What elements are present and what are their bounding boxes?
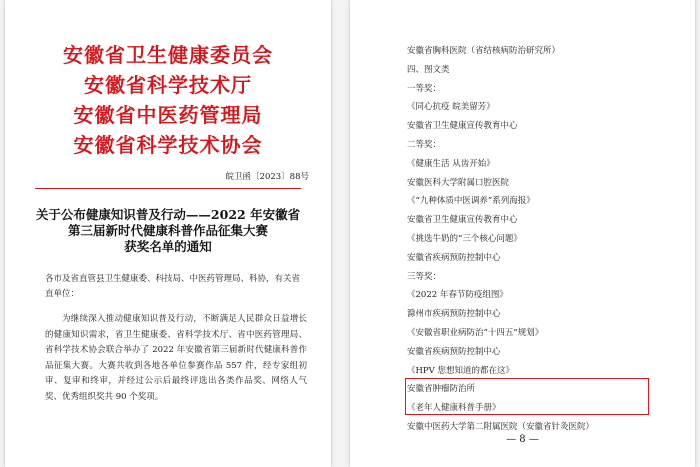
body-paragraph: 为继续深入推动健康知识普及行动，不断满足人民群众日益增长的健康知识需求，省卫生健康委、省科学技术厅、省中医药管理局、省科学技术协会联合举办了 2022 年安徽省第三届新时代健康科普作品征集大赛。大赛共收到各地各单位参赛作品 557 件，经专家组初审、复审和终审，并经过公示后最终评选出各类作品奖、网络人气奖、优秀组织奖共 90 个奖项。	[45, 314, 307, 402]
right-document-page	[350, 0, 695, 467]
work-title: 《同心抗疫 皖美留芳》	[407, 102, 495, 113]
award-level: 二等奖：	[407, 139, 442, 150]
left-document-page	[5, 0, 331, 467]
institution: 安徽省肿瘤防治所	[407, 384, 476, 395]
org-name-tcm-bureau: 安徽省中医药管理局	[73, 103, 263, 127]
award-level: 一等奖：	[407, 83, 442, 94]
institution: 安徽医科大学附属口腔医院	[407, 177, 510, 188]
award-level: 三等奖：	[407, 271, 442, 282]
institution: 安徽省疾病预防控制中心	[407, 346, 501, 357]
work-title: 《2022 年春节防疫组图》	[407, 290, 508, 301]
notice-title-line-3: 获奖名单的通知	[124, 239, 212, 254]
institution: 滁州市疾病预防控制中心	[407, 309, 501, 320]
highlighted-institution: 安徽中医药大学第二附属医院（安徽省针灸医院）	[407, 421, 595, 432]
notice-title-line-1: 关于公布健康知识普及行动——2022 年安徽省	[35, 207, 301, 222]
notice-title-line-2: 第三届新时代健康科普作品征集大赛	[67, 223, 268, 238]
work-title: 《安徽省职业病防治“十四五”规划》	[407, 327, 544, 338]
org-name-science-department: 安徽省科学技术厅	[84, 73, 252, 97]
addressee-text: 各市及省直管县卫生健康委、科技局、中医药管理局、科协，有关省直单位：	[45, 274, 301, 299]
work-title: 《“九种体质中医调养”系列海报》	[407, 196, 535, 207]
document-number: 皖卫函〔2023〕88号	[225, 172, 309, 182]
section-heading: 四、图文类	[407, 64, 450, 75]
highlighted-work-title: 《老年人健康科普手册》	[407, 403, 501, 414]
org-name-health-commission: 安徽省卫生健康委员会	[63, 43, 273, 67]
institution: 安徽省疾病预防控制中心	[407, 252, 501, 263]
red-divider-line	[35, 188, 301, 189]
work-title: 《健康生活 从齿开始》	[407, 158, 495, 169]
work-title: 《挑选牛奶的“三个核心问题》	[407, 233, 522, 244]
list-item: 安徽省胸科医院（省结核病防治研究所）	[407, 46, 561, 56]
org-name-science-association: 安徽省科学技术协会	[73, 133, 263, 157]
work-title: 《HPV 您想知道的都在这》	[407, 365, 514, 376]
institution: 安徽省卫生健康宣传教育中心	[407, 215, 518, 226]
page-number: — 8 —	[506, 434, 539, 445]
institution: 安徽省卫生健康宣传教育中心	[407, 121, 518, 132]
red-highlight-box	[405, 378, 649, 415]
